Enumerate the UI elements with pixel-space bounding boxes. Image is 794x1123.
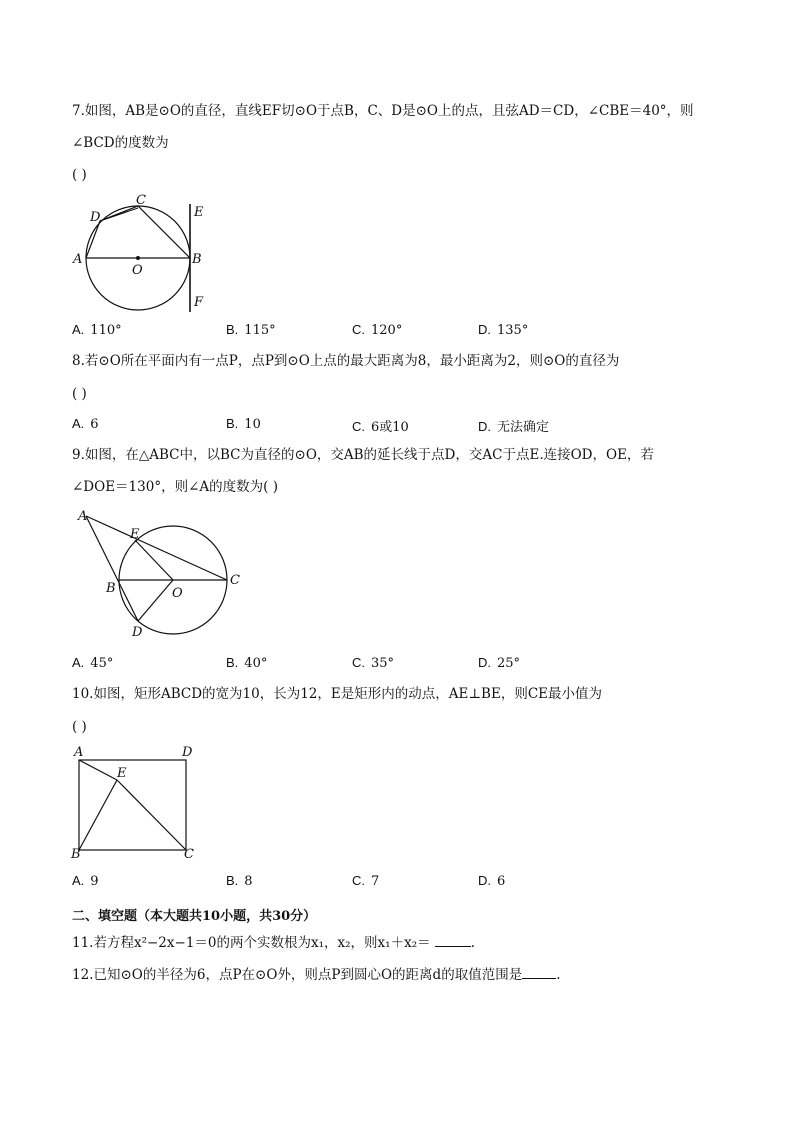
q7-chords-adcb bbox=[86, 206, 190, 258]
q7-option-c[interactable]: C. 120° bbox=[352, 322, 403, 338]
q11-stem: 11.若方程x²−2x−1＝0的两个实数根为x₁，x₂，则x₁＋x₂＝ bbox=[72, 935, 431, 951]
q8-option-b[interactable]: B. 10 bbox=[226, 416, 261, 432]
q7-center-dot bbox=[136, 256, 140, 260]
q7-option-b[interactable]: B. 115° bbox=[226, 322, 276, 338]
q7-answer-paren: ( ) bbox=[72, 167, 87, 183]
q9-line-od bbox=[138, 580, 173, 621]
q9-label-a: A bbox=[78, 509, 88, 524]
q9-stem-line1: 9.如图，在△ABC中，以BC为直径的⊙O，交AB的延长线于点D，交AC于点E.连接OD，OE，若 bbox=[72, 447, 654, 463]
q8-answer-paren: ( ) bbox=[72, 386, 87, 402]
q12-end: . bbox=[556, 967, 561, 983]
q9-label-c: C bbox=[230, 573, 240, 588]
q7-option-d[interactable]: D. 135° bbox=[478, 322, 529, 338]
q7-label-b: B bbox=[192, 252, 202, 267]
q10-option-d[interactable]: D. 6 bbox=[478, 873, 506, 889]
q10-option-a[interactable]: A. 9 bbox=[72, 873, 99, 889]
q10-option-c[interactable]: C. 7 bbox=[352, 873, 380, 889]
q10-label-e: E bbox=[117, 766, 127, 781]
q11-answer-blank[interactable] bbox=[435, 934, 471, 947]
q8-option-c[interactable]: C. 6或10 bbox=[352, 419, 409, 435]
q10-label-a: A bbox=[74, 745, 84, 760]
q9-figure bbox=[70, 502, 250, 644]
q10-answer-paren: ( ) bbox=[72, 719, 87, 735]
q11-end: . bbox=[470, 935, 475, 951]
q9-option-d[interactable]: D. 25° bbox=[478, 655, 521, 671]
q10-label-d: D bbox=[182, 745, 193, 760]
q12-stem: 12.已知⊙O的半径为6，点P在⊙O外，则点P到圆心O的距离d的取值范围是 bbox=[72, 967, 523, 983]
q10-label-c: C bbox=[184, 847, 194, 862]
q9-label-o: O bbox=[172, 586, 183, 601]
q10-figure bbox=[70, 742, 205, 862]
q7-label-o: O bbox=[132, 263, 143, 278]
q7-label-c: C bbox=[136, 193, 146, 208]
q10-line-ae bbox=[79, 760, 117, 780]
q7-label-f: F bbox=[194, 295, 204, 310]
q10-label-b: B bbox=[71, 847, 81, 862]
section2-heading: 二、填空题（本大题共10小题，共30分） bbox=[72, 909, 317, 924]
q7-label-e: E bbox=[194, 205, 204, 220]
q9-label-d: D bbox=[132, 625, 143, 640]
q8-option-a[interactable]: A. 6 bbox=[72, 416, 99, 432]
q10-line-ce bbox=[117, 780, 186, 850]
q9-line-ac bbox=[86, 516, 227, 580]
q9-label-e: E bbox=[130, 527, 140, 542]
q7-label-d: D bbox=[90, 210, 101, 225]
q12-answer-blank[interactable] bbox=[522, 966, 556, 979]
q9-stem-line2: ∠DOE＝130°，则∠A的度数为( ) bbox=[72, 479, 278, 495]
q7-option-a[interactable]: A. 110° bbox=[72, 322, 122, 338]
q10-line-be bbox=[79, 780, 117, 850]
q7-figure bbox=[70, 190, 220, 315]
q9-option-a[interactable]: A. 45° bbox=[72, 655, 114, 671]
q9-option-b[interactable]: B. 40° bbox=[226, 655, 268, 671]
q12-line bbox=[72, 966, 561, 984]
q8-stem: 8.若⊙O所在平面内有一点P，点P到⊙O上点的最大距离为8，最小距离为2，则⊙O的直径为 bbox=[72, 353, 620, 369]
q7-label-a: A bbox=[73, 252, 83, 267]
q7-stem-line2: ∠BCD的度数为 bbox=[72, 135, 169, 151]
q10-option-b[interactable]: B. 8 bbox=[226, 873, 253, 889]
q9-option-c[interactable]: C. 35° bbox=[352, 655, 395, 671]
q8-option-d[interactable]: D. 无法确定 bbox=[478, 419, 550, 435]
q7-stem-line1: 7.如图，AB是⊙O的直径，直线EF切⊙O于点B，C、D是⊙O上的点，且弦AD＝CD，∠CBE＝40°，则 bbox=[72, 103, 694, 119]
q10-rectangle bbox=[79, 760, 186, 850]
q11-line bbox=[72, 934, 475, 952]
q9-label-b: B bbox=[106, 581, 116, 596]
q9-line-oe bbox=[135, 540, 173, 580]
q10-stem: 10.如图，矩形ABCD的宽为10，长为12，E是矩形内的动点，AE⊥BE，则CE最小值为 bbox=[72, 686, 603, 702]
